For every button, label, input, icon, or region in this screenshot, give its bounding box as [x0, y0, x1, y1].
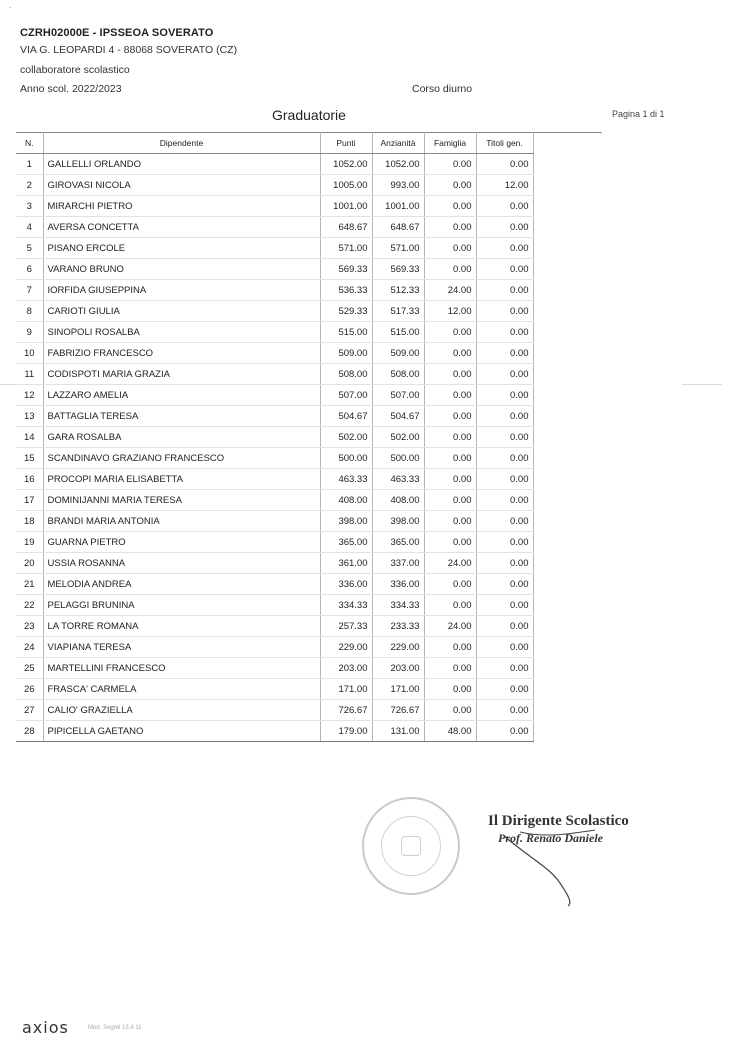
empty-cell	[533, 196, 602, 217]
table-row	[16, 364, 602, 385]
points-value: 257.33	[320, 616, 372, 637]
header-titles: Titoli gen.	[476, 133, 533, 154]
employee-name: MARTELLINI FRANCESCO	[43, 658, 320, 679]
empty-cell	[533, 343, 602, 364]
points-value: 408.00	[320, 490, 372, 511]
row-number: 21	[16, 574, 43, 595]
employee-name: VARANO BRUNO	[43, 259, 320, 280]
school-code: CZRH02000E - IPSSEOA SOVERATO	[20, 27, 214, 39]
titles-value: 0.00	[476, 259, 533, 280]
row-number: 3	[16, 196, 43, 217]
family-value: 0.00	[424, 469, 476, 490]
header-number: N.	[16, 133, 43, 154]
signature-name: Prof. Renato Daniele	[498, 831, 603, 845]
employee-name: LAZZARO AMELIA	[43, 385, 320, 406]
seniority-value: 726.67	[372, 700, 424, 721]
table-row	[16, 658, 602, 679]
seniority-value: 509.00	[372, 343, 424, 364]
employee-name: PIPICELLA GAETANO	[43, 721, 320, 742]
table-row	[16, 637, 602, 658]
empty-cell	[533, 595, 602, 616]
row-number: 26	[16, 679, 43, 700]
seniority-value: 408.00	[372, 490, 424, 511]
employee-name: LA TORRE ROMANA	[43, 616, 320, 637]
titles-value: 0.00	[476, 595, 533, 616]
school-seal	[362, 797, 460, 895]
row-number: 20	[16, 553, 43, 574]
header-points: Punti	[320, 133, 372, 154]
employee-name: USSIA ROSANNA	[43, 553, 320, 574]
titles-value: 0.00	[476, 469, 533, 490]
table-row	[16, 679, 602, 700]
family-value: 0.00	[424, 154, 476, 175]
family-value: 0.00	[424, 238, 476, 259]
row-number: 19	[16, 532, 43, 553]
family-value: 24.00	[424, 280, 476, 301]
row-number: 27	[16, 700, 43, 721]
seniority-value: 365.00	[372, 532, 424, 553]
empty-cell	[533, 700, 602, 721]
family-value: 0.00	[424, 343, 476, 364]
employee-name: PROCOPI MARIA ELISABETTA	[43, 469, 320, 490]
seniority-value: 398.00	[372, 511, 424, 532]
points-value: 504.67	[320, 406, 372, 427]
header-employee: Dipendente	[43, 133, 320, 154]
table-row	[16, 721, 602, 742]
points-value: 229.00	[320, 637, 372, 658]
seniority-value: 507.00	[372, 385, 424, 406]
employee-name: PISANO ERCOLE	[43, 238, 320, 259]
employee-name: FRASCA' CARMELA	[43, 679, 320, 700]
points-value: 536.33	[320, 280, 372, 301]
empty-cell	[533, 511, 602, 532]
footer-form-code: Mod. Segrel 13.4.11	[88, 1025, 142, 1031]
points-value: 361.00	[320, 553, 372, 574]
titles-value: 0.00	[476, 280, 533, 301]
family-value: 0.00	[424, 700, 476, 721]
table-row	[16, 490, 602, 511]
titles-value: 12.00	[476, 175, 533, 196]
points-value: 500.00	[320, 448, 372, 469]
points-value: 648.67	[320, 217, 372, 238]
staff-role: collaboratore scolastico	[20, 64, 130, 76]
points-value: 179.00	[320, 721, 372, 742]
scan-artifact-left	[0, 384, 16, 385]
seniority-value: 203.00	[372, 658, 424, 679]
titles-value: 0.00	[476, 364, 533, 385]
empty-cell	[533, 259, 602, 280]
points-value: 334.33	[320, 595, 372, 616]
titles-value: 0.00	[476, 511, 533, 532]
titles-value: 0.00	[476, 553, 533, 574]
table-row	[16, 616, 602, 637]
family-value: 0.00	[424, 427, 476, 448]
row-number: 12	[16, 385, 43, 406]
points-value: 1001.00	[320, 196, 372, 217]
employee-name: GALLELLI ORLANDO	[43, 154, 320, 175]
table-row	[16, 595, 602, 616]
points-value: 1052.00	[320, 154, 372, 175]
points-value: 509.00	[320, 343, 372, 364]
empty-cell	[533, 385, 602, 406]
row-number: 22	[16, 595, 43, 616]
titles-value: 0.00	[476, 700, 533, 721]
seniority-value: 463.33	[372, 469, 424, 490]
header-seniority: Anzianità	[372, 133, 424, 154]
empty-cell	[533, 280, 602, 301]
table-row	[16, 574, 602, 595]
row-number: 28	[16, 721, 43, 742]
family-value: 0.00	[424, 490, 476, 511]
table-row	[16, 385, 602, 406]
points-value: 203.00	[320, 658, 372, 679]
empty-cell	[533, 217, 602, 238]
family-value: 0.00	[424, 658, 476, 679]
family-value: 24.00	[424, 616, 476, 637]
seniority-value: 504.67	[372, 406, 424, 427]
seniority-value: 229.00	[372, 637, 424, 658]
employee-name: CARIOTI GIULIA	[43, 301, 320, 322]
row-number: 1	[16, 154, 43, 175]
family-value: 0.00	[424, 259, 476, 280]
header-empty	[533, 133, 602, 154]
seniority-value: 569.33	[372, 259, 424, 280]
titles-value: 0.00	[476, 574, 533, 595]
table-row	[16, 406, 602, 427]
table-row	[16, 175, 602, 196]
family-value: 24.00	[424, 553, 476, 574]
table-row	[16, 448, 602, 469]
family-value: 0.00	[424, 511, 476, 532]
employee-name: CODISPOTI MARIA GRAZIA	[43, 364, 320, 385]
employee-name: CALIO' GRAZIELLA	[43, 700, 320, 721]
row-number: 25	[16, 658, 43, 679]
titles-value: 0.00	[476, 238, 533, 259]
header-family: Famiglia	[424, 133, 476, 154]
empty-cell	[533, 406, 602, 427]
empty-cell	[533, 532, 602, 553]
seniority-value: 993.00	[372, 175, 424, 196]
empty-cell	[533, 490, 602, 511]
seniority-value: 517.33	[372, 301, 424, 322]
seniority-value: 337.00	[372, 553, 424, 574]
titles-value: 0.00	[476, 343, 533, 364]
employee-name: IORFIDA GIUSEPPINA	[43, 280, 320, 301]
empty-cell	[533, 301, 602, 322]
family-value: 0.00	[424, 364, 476, 385]
table-row	[16, 280, 602, 301]
titles-value: 0.00	[476, 532, 533, 553]
table-header-row	[16, 133, 602, 154]
employee-name: AVERSA CONCETTA	[43, 217, 320, 238]
points-value: 508.00	[320, 364, 372, 385]
row-number: 5	[16, 238, 43, 259]
titles-value: 0.00	[476, 217, 533, 238]
document-title: Graduatorie	[272, 107, 346, 123]
titles-value: 0.00	[476, 385, 533, 406]
family-value: 0.00	[424, 385, 476, 406]
employee-name: VIAPIANA TERESA	[43, 637, 320, 658]
points-value: 398.00	[320, 511, 372, 532]
seniority-value: 171.00	[372, 679, 424, 700]
titles-value: 0.00	[476, 301, 533, 322]
signature-title: Il Dirigente Scolastico	[488, 813, 629, 829]
points-value: 726.67	[320, 700, 372, 721]
employee-name: PELAGGI BRUNINA	[43, 595, 320, 616]
empty-cell	[533, 175, 602, 196]
row-number: 24	[16, 637, 43, 658]
points-value: 571.00	[320, 238, 372, 259]
row-number: 10	[16, 343, 43, 364]
points-value: 336.00	[320, 574, 372, 595]
employee-name: BATTAGLIA TERESA	[43, 406, 320, 427]
points-value: 507.00	[320, 385, 372, 406]
family-value: 12.00	[424, 301, 476, 322]
seniority-value: 648.67	[372, 217, 424, 238]
seal-emblem-icon	[401, 836, 421, 856]
row-number: 2	[16, 175, 43, 196]
family-value: 0.00	[424, 679, 476, 700]
family-value: 48.00	[424, 721, 476, 742]
employee-name: SCANDINAVO GRAZIANO FRANCESCO	[43, 448, 320, 469]
points-value: 171.00	[320, 679, 372, 700]
row-number: 18	[16, 511, 43, 532]
empty-cell	[533, 721, 602, 742]
seniority-value: 500.00	[372, 448, 424, 469]
page-number: Pagina 1 di 1	[612, 109, 665, 119]
table-row	[16, 301, 602, 322]
titles-value: 0.00	[476, 679, 533, 700]
seniority-value: 571.00	[372, 238, 424, 259]
school-address: VIA G. LEOPARDI 4 - 88068 SOVERATO (CZ)	[20, 44, 238, 56]
employee-name: DOMINIJANNI MARIA TERESA	[43, 490, 320, 511]
titles-value: 0.00	[476, 637, 533, 658]
empty-cell	[533, 616, 602, 637]
table-row	[16, 427, 602, 448]
row-number: 15	[16, 448, 43, 469]
family-value: 0.00	[424, 217, 476, 238]
empty-cell	[533, 637, 602, 658]
titles-value: 0.00	[476, 427, 533, 448]
points-value: 463.33	[320, 469, 372, 490]
titles-value: 0.00	[476, 490, 533, 511]
empty-cell	[533, 553, 602, 574]
row-number: 6	[16, 259, 43, 280]
family-value: 0.00	[424, 595, 476, 616]
empty-cell	[533, 322, 602, 343]
empty-cell	[533, 427, 602, 448]
seniority-value: 1001.00	[372, 196, 424, 217]
table-row	[16, 700, 602, 721]
employee-name: MIRARCHI PIETRO	[43, 196, 320, 217]
employee-name: MELODIA ANDREA	[43, 574, 320, 595]
seniority-value: 334.33	[372, 595, 424, 616]
table-row	[16, 469, 602, 490]
points-value: 502.00	[320, 427, 372, 448]
seniority-value: 512.33	[372, 280, 424, 301]
row-number: 9	[16, 322, 43, 343]
row-number: 17	[16, 490, 43, 511]
empty-cell	[533, 679, 602, 700]
titles-value: 0.00	[476, 406, 533, 427]
row-number: 16	[16, 469, 43, 490]
employee-name: SINOPOLI ROSALBA	[43, 322, 320, 343]
seniority-value: 502.00	[372, 427, 424, 448]
ranking-table	[16, 132, 602, 742]
points-value: 529.33	[320, 301, 372, 322]
seniority-value: 336.00	[372, 574, 424, 595]
titles-value: 0.00	[476, 721, 533, 742]
seniority-value: 508.00	[372, 364, 424, 385]
employee-name: GUARNA PIETRO	[43, 532, 320, 553]
table-row	[16, 343, 602, 364]
table-row	[16, 154, 602, 175]
school-year: Anno scol. 2022/2023	[20, 83, 122, 95]
table-row	[16, 322, 602, 343]
family-value: 0.00	[424, 406, 476, 427]
table-row	[16, 511, 602, 532]
course-type: Corso diurno	[412, 83, 473, 95]
seniority-value: 131.00	[372, 721, 424, 742]
family-value: 0.00	[424, 175, 476, 196]
titles-value: 0.00	[476, 616, 533, 637]
empty-cell	[533, 238, 602, 259]
footer-logo: axios	[22, 1018, 69, 1037]
family-value: 0.00	[424, 196, 476, 217]
seniority-value: 1052.00	[372, 154, 424, 175]
table-row	[16, 532, 602, 553]
row-number: 7	[16, 280, 43, 301]
employee-name: BRANDI MARIA ANTONIA	[43, 511, 320, 532]
titles-value: 0.00	[476, 196, 533, 217]
empty-cell	[533, 364, 602, 385]
table-row	[16, 196, 602, 217]
row-number: 14	[16, 427, 43, 448]
titles-value: 0.00	[476, 322, 533, 343]
points-value: 1005.00	[320, 175, 372, 196]
row-number: 4	[16, 217, 43, 238]
row-number: 23	[16, 616, 43, 637]
empty-cell	[533, 658, 602, 679]
signature-stroke	[490, 828, 600, 908]
employee-name: GARA ROSALBA	[43, 427, 320, 448]
points-value: 569.33	[320, 259, 372, 280]
table-row	[16, 259, 602, 280]
empty-cell	[533, 574, 602, 595]
family-value: 0.00	[424, 574, 476, 595]
empty-cell	[533, 448, 602, 469]
row-number: 8	[16, 301, 43, 322]
employee-name: GIROVASI NICOLA	[43, 175, 320, 196]
points-value: 365.00	[320, 532, 372, 553]
empty-cell	[533, 469, 602, 490]
scan-artifact-right	[682, 384, 722, 385]
table-row	[16, 217, 602, 238]
family-value: 0.00	[424, 448, 476, 469]
stray-mark: .	[9, 1, 12, 10]
titles-value: 0.00	[476, 448, 533, 469]
titles-value: 0.00	[476, 154, 533, 175]
seniority-value: 515.00	[372, 322, 424, 343]
empty-cell	[533, 154, 602, 175]
points-value: 515.00	[320, 322, 372, 343]
titles-value: 0.00	[476, 658, 533, 679]
family-value: 0.00	[424, 532, 476, 553]
seniority-value: 233.33	[372, 616, 424, 637]
row-number: 11	[16, 364, 43, 385]
row-number: 13	[16, 406, 43, 427]
employee-name: FABRIZIO FRANCESCO	[43, 343, 320, 364]
family-value: 0.00	[424, 322, 476, 343]
table-row	[16, 238, 602, 259]
table-row	[16, 553, 602, 574]
family-value: 0.00	[424, 637, 476, 658]
